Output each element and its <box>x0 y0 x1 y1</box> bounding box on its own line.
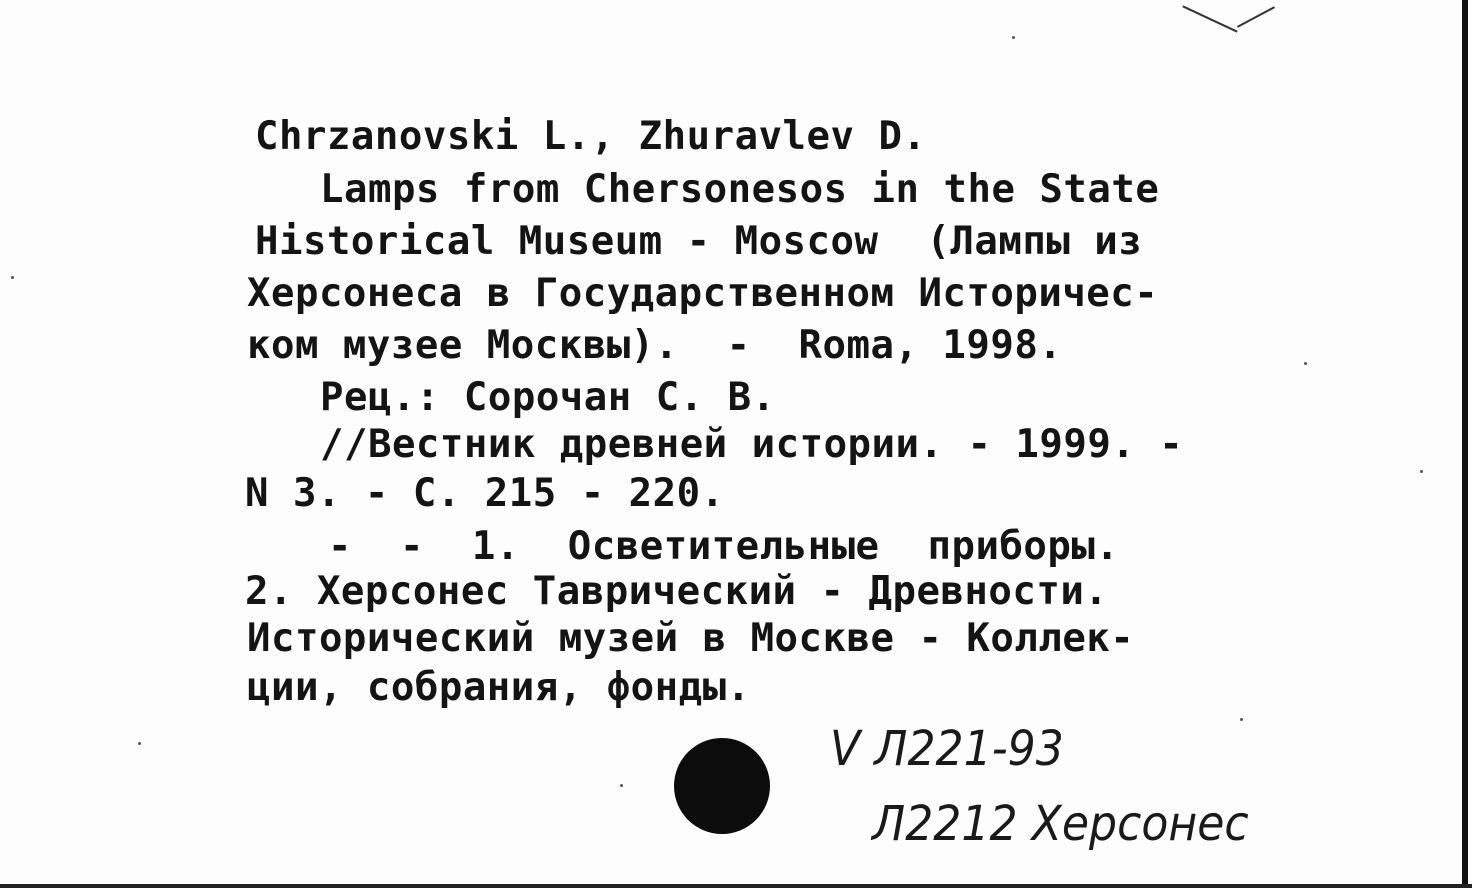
review-line: Рец.: Сорочан С. В. <box>320 375 776 420</box>
speck <box>1304 362 1307 365</box>
card-bottom-edge <box>0 884 1472 888</box>
speck <box>620 784 623 787</box>
speck <box>1012 36 1015 39</box>
title-line-2: Historical Museum - Moscow (Лампы из <box>255 219 1143 264</box>
subject-line-3: Исторический музей в Москве - Коллек- <box>247 616 1135 661</box>
scan-mark <box>1182 5 1237 32</box>
author-line: Chrzanovski L., Zhuravlev D. <box>255 114 927 159</box>
subject-line-1: - - 1. Осветительные приборы. <box>328 524 1120 569</box>
title-line-3: Херсонеса в Государственном Историчес- <box>247 271 1159 316</box>
scan-mark <box>1237 6 1275 27</box>
subject-line-4: ции, собрания, фонды. <box>247 665 751 710</box>
handwritten-note: Л2212 Херсонес <box>872 796 1249 852</box>
speck <box>138 742 141 745</box>
card-right-edge <box>1462 0 1468 888</box>
speck <box>11 276 14 279</box>
speck <box>1420 470 1423 473</box>
subject-line-2: 2. Херсонес Таврический - Древности. <box>245 569 1109 614</box>
speck <box>1240 718 1243 721</box>
journal-line-1: //Вестник древней истории. - 1999. - <box>320 422 1184 467</box>
title-line-4: ком музее Москвы). - Roma, 1998. <box>247 323 1063 368</box>
journal-line-2: N 3. - С. 215 - 220. <box>245 471 725 516</box>
punch-hole <box>674 738 770 834</box>
handwritten-shelfmark: V Л221-93 <box>830 721 1064 777</box>
title-line-1: Lamps from Chersonesos in the State <box>320 167 1160 212</box>
